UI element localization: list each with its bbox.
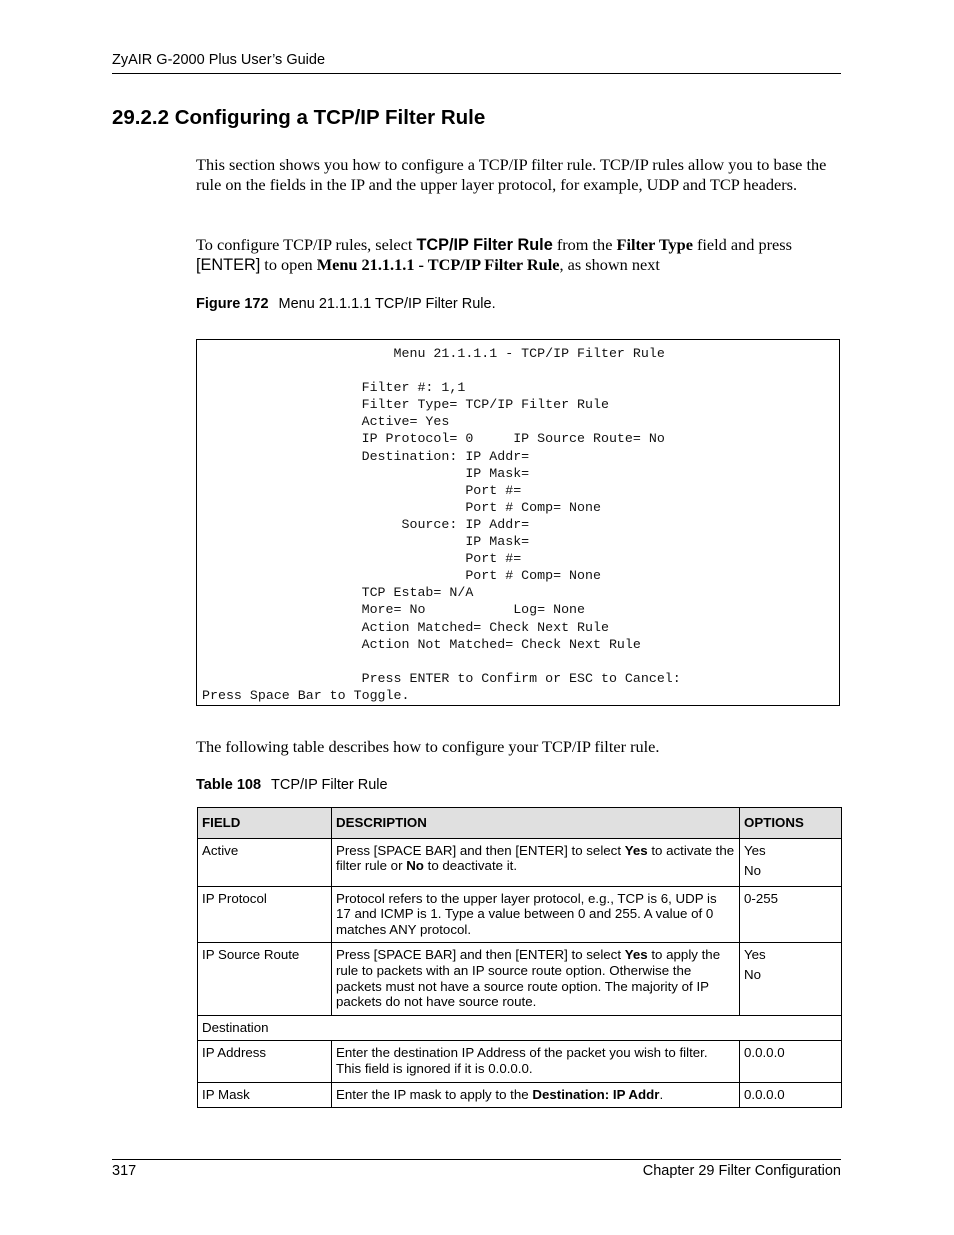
page-header [112,51,841,74]
field-cell: Active [198,838,332,886]
options-cell [740,838,842,886]
field-cell: IP Mask [198,1082,332,1108]
description-text: Press [SPACE BAR] and then [ENTER] to select [336,842,625,858]
table-row [198,886,842,943]
description-keyword: Yes [624,842,648,858]
table-caption [196,777,388,793]
filter-type-term: Filter Type [616,235,693,254]
field-cell: IP Address [198,1041,332,1082]
table-section-row [198,1015,842,1041]
table-row [198,1041,842,1082]
tcpip-filter-rule-term: TCP/IP Filter Rule [416,236,553,254]
description-cell [332,943,740,1015]
description-keyword: Yes [624,947,648,963]
table-row [198,1082,842,1108]
table-label: Table 108 [196,777,262,793]
description-keyword: No [406,858,424,874]
figure-title: Menu 21.1.1.1 TCP/IP Filter Rule. [278,296,496,312]
instruction-paragraph [196,235,844,275]
description-text: to apply the rule to packets with an IP source route option. Otherwise the packets must not have a source route option. The majority of IP packets do not have source route. [336,947,721,1010]
instruction-text: field and press [692,235,792,254]
options-cell: 0.0.0.0 [740,1041,842,1082]
options-cell: 0.0.0.0 [740,1082,842,1108]
options-cell: 0-255 [740,886,842,943]
field-cell: IP Protocol [198,886,332,943]
column-header-description: DESCRIPTION [332,808,740,839]
description-text: to deactivate it. [423,858,518,874]
instruction-text: To configure TCP/IP rules, select [196,235,417,254]
field-cell: IP Source Route [198,943,332,1015]
chapter-title: Chapter 29 Filter Configuration [642,1163,841,1179]
section-heading: 29.2.2 Configuring a TCP/IP Filter Rule [112,106,486,129]
table-title: TCP/IP Filter Rule [271,777,388,793]
options-cell [740,943,842,1015]
option-value: No [744,862,761,878]
option-value: No [744,967,761,983]
description-text: Press [SPACE BAR] and then [ENTER] to select [336,947,625,963]
terminal-screen [196,339,840,706]
description-cell: Enter the destination IP Address of the packet you wish to filter. This field is ignored if it is 0.0.0.0. [332,1041,740,1082]
section-label-cell: Destination [198,1015,842,1041]
description-text: to activate the filter rule or [336,842,735,874]
instruction-text: to open [260,255,317,274]
description-keyword: Destination: IP Addr [532,1086,660,1102]
table-row [198,838,842,886]
page-number: 317 [112,1163,137,1179]
option-value: Yes [744,842,766,858]
page-footer [112,1159,841,1184]
menu-name-term: Menu 21.1.1.1 - TCP/IP Filter Rule [316,255,560,274]
instruction-text: from the [552,235,617,254]
description-cell [332,1082,740,1108]
terminal-menu-text: Menu 21.1.1.1 - TCP/IP Filter Rule Filter #: 1,1 Filter Type= TCP/IP Filter Rule Active= Yes IP Protocol= 0 IP Source Route= No Destination: IP Addr= IP Mask= Port #= Port # Comp= None Source: IP Addr= IP Mask= Port #= Port # Comp= None TCP Estab= N/A More= No Log= None Action Matched= Check Next Rule Action Not Matched= Check Next Rule Press ENTER to Confirm or ESC to Cancel: Press Space Bar to Toggle. [202,346,681,703]
description-text: Enter the IP mask to apply to the [336,1086,533,1102]
column-header-options: OPTIONS [740,808,842,839]
instruction-text: , as shown next [559,255,660,274]
table-header-row [198,808,842,839]
column-header-field: FIELD [198,808,332,839]
table-row [198,943,842,1015]
filter-rule-table [197,807,842,1108]
figure-caption [196,296,496,312]
figure-label: Figure 172 [196,296,269,312]
option-value: Yes [744,947,766,963]
intro-paragraph: This section shows you how to configure a TCP/IP filter rule. TCP/IP rules allow you to base the rule on the fields in the IP and the upper layer protocol, for example, UDP and TCP headers. [196,155,827,194]
table-intro-paragraph: The following table describes how to configure your TCP/IP filter rule. [196,737,660,756]
description-cell [332,838,740,886]
guide-title: ZyAIR G-2000 Plus User’s Guide [112,52,326,68]
enter-key-term: [ENTER] [196,256,261,274]
description-cell: Protocol refers to the upper layer protocol, e.g., TCP is 6, UDP is 17 and ICMP is 1. Type a value between 0 and 255. A value of 0 matches ANY protocol. [332,886,740,943]
description-text: . [659,1086,664,1102]
